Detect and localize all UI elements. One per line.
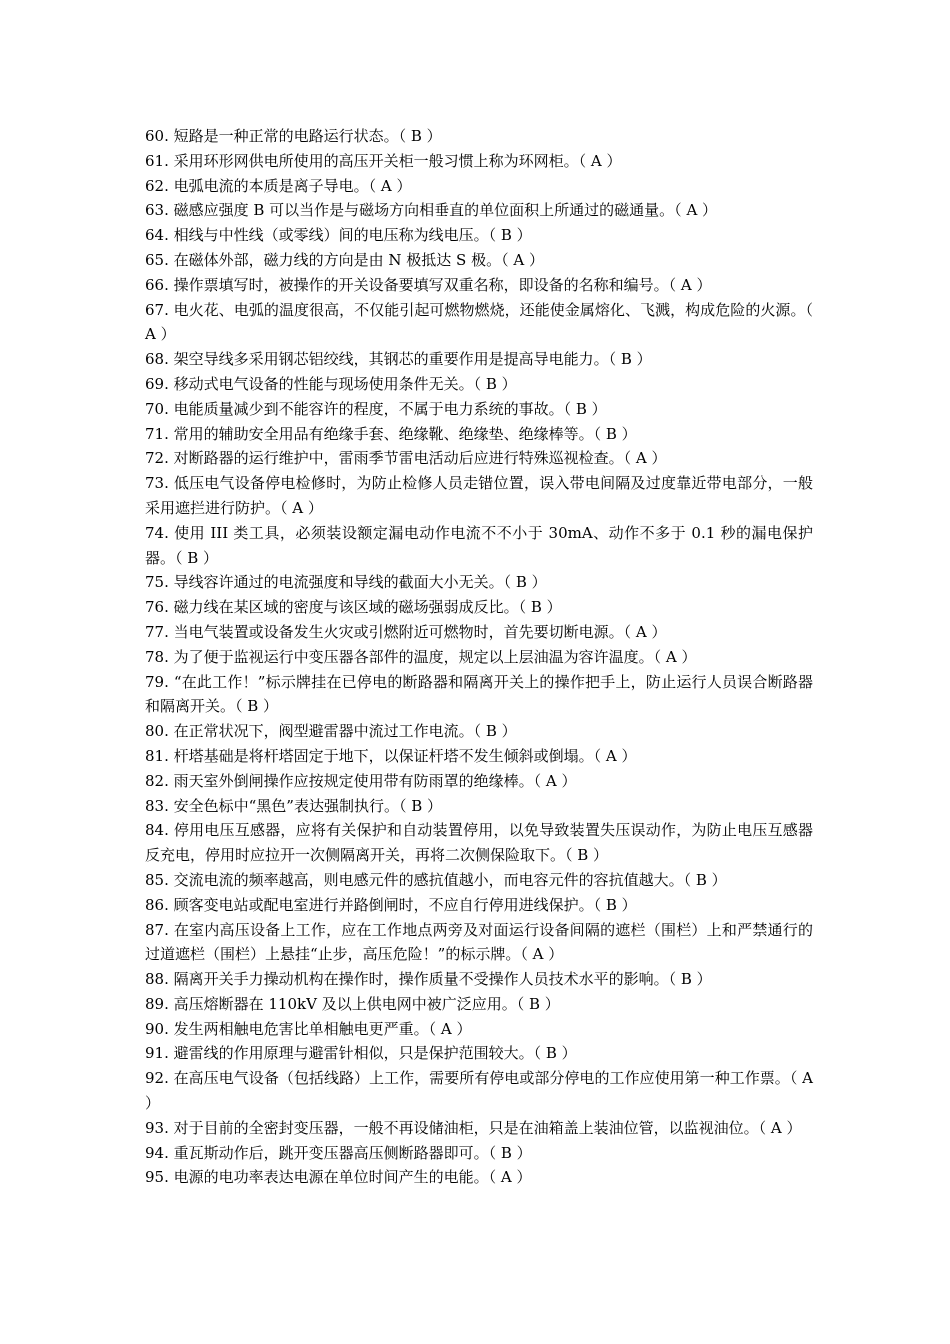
question-83: 83. 安全色标中“黑色”表达强制执行。（ B ）	[145, 796, 443, 815]
question-81: 81. 杆塔基础是将杆塔固定于地下，以保证杆塔不发生倾斜或倒塌。（ A ）	[145, 746, 637, 765]
question-86: 86. 顾客变电站或配电室进行并路倒闸时，不应自行停用进线保护。（ B ）	[145, 895, 637, 914]
question-list	[145, 124, 813, 1190]
question-68: 68. 架空导线多采用钢芯铝绞线，其钢芯的重要作用是提高导电能力。（ B ）	[145, 350, 652, 369]
question-63: 63. 磁感应强度 B 可以当作是与磁场方向相垂直的单位面积上所通过的磁通量。（ A ）	[145, 201, 718, 220]
question-67: 67. 电火花、电弧的温度很高，不仅能引起可燃物燃烧，还能使金属熔化、飞溅，构成危险的火源。（ A ）	[145, 300, 813, 344]
question-93: 93. 对于目前的全密封变压器，一般不再设储油柜，只是在油箱盖上装油位管，以监视油位。（ A ）	[145, 1118, 802, 1137]
question-80: 80. 在正常状况下，阀型避雷器中流过工作电流。（ B ）	[145, 722, 517, 741]
question-77: 77. 当电气装置或设备发生火灾或引燃附近可燃物时，首先要切断电源。（ A ）	[145, 622, 667, 641]
question-66: 66. 操作票填写时，被操作的开关设备要填写双重名称，即设备的名称和编号。（ A ）	[145, 275, 712, 294]
question-64: 64. 相线与中性线（或零线）间的电压称为线电压。（ B ）	[145, 226, 532, 245]
question-69: 69. 移动式电气设备的性能与现场使用条件无关。（ B ）	[145, 374, 517, 393]
question-76: 76. 磁力线在某区域的密度与该区域的磁场强弱成反比。（ B ）	[145, 598, 562, 617]
question-78: 78. 为了便于监视运行中变压器各部件的温度，规定以上层油温为容许温度。（ A ）	[145, 647, 697, 666]
question-84: 84. 停用电压互感器，应将有关保护和自动装置停用，以免导致装置失压误动作，为防止电压互感器反充电，停用时应拉开一次侧隔离开关，再将二次侧保险取下。（ B ）	[145, 821, 813, 865]
question-70: 70. 电能质量减少到不能容许的程度，不属于电力系统的事故。（ B ）	[145, 399, 607, 418]
question-91: 91. 避雷线的作用原理与避雷针相似，只是保护范围较大。（ B ）	[145, 1044, 577, 1063]
question-85: 85. 交流电流的频率越高，则电感元件的感抗值越小，而电容元件的容抗值越大。（ B ）	[145, 870, 727, 889]
question-90: 90. 发生两相触电危害比单相触电更严重。（ A ）	[145, 1019, 472, 1038]
question-82: 82. 雨天室外倒闸操作应按规定使用带有防雨罩的绝缘棒。（ A ）	[145, 771, 577, 790]
question-88: 88. 隔离开关手力操动机构在操作时，操作质量不受操作人员技术水平的影响。（ B ）	[145, 970, 712, 989]
question-62: 62. 电弧电流的本质是离子导电。（ A ）	[145, 176, 412, 195]
question-65: 65. 在磁体外部，磁力线的方向是由 N 极抵达 S 极。（ A ）	[145, 250, 544, 269]
question-87: 87. 在室内高压设备上工作，应在工作地点两旁及对面运行设备间隔的遮栏（围栏）上和严禁通行的过道遮栏（围栏）上悬挂“止步，高压危险！”的标示牌。（ A ）	[145, 920, 813, 964]
question-75: 75. 导线容许通过的电流强度和导线的截面大小无关。（ B ）	[145, 573, 547, 592]
question-61: 61. 采用环形网供电所使用的高压开关柜一般习惯上称为环网柜。（ A ）	[145, 151, 622, 170]
question-79: 79. “在此工作！”标示牌挂在已停电的断路器和隔离开关上的操作把手上，防止运行人员误合断路器和隔离开关。（ B ）	[145, 672, 813, 716]
question-73: 73. 低压电气设备停电检修时，为防止检修人员走错位置，误入带电间隔及过度靠近带电部分，一般采用遮拦进行防护。（ A ）	[145, 474, 813, 517]
question-71: 71. 常用的辅助安全用品有绝缘手套、绝缘靴、绝缘垫、绝缘棒等。（ B ）	[145, 424, 637, 443]
question-60: 60. 短路是一种正常的电路运行状态。（ B ）	[145, 127, 442, 145]
question-95: 95. 电源的电功率表达电源在单位时间产生的电能。（ A ）	[145, 1168, 532, 1187]
question-92: 92. 在高压电气设备（包括线路）上工作，需要所有停电或部分停电的工作应使用第一种工作票。（ A ）	[145, 1069, 813, 1113]
question-89: 89. 高压熔断器在 110kV 及以上供电网中被广泛应用。（ B ）	[145, 994, 560, 1013]
question-74: 74. 使用 III 类工具，必须装设额定漏电动作电流不不小于 30mA、动作不多于 0.1 秒的漏电保护器。（ B ）	[145, 523, 813, 567]
question-72: 72. 对断路器的运行维护中，雷雨季节雷电活动后应进行特殊巡视检查。（ A ）	[145, 449, 667, 468]
question-94: 94. 重瓦斯动作后，跳开变压器高压侧断路器即可。（ B ）	[145, 1143, 532, 1162]
